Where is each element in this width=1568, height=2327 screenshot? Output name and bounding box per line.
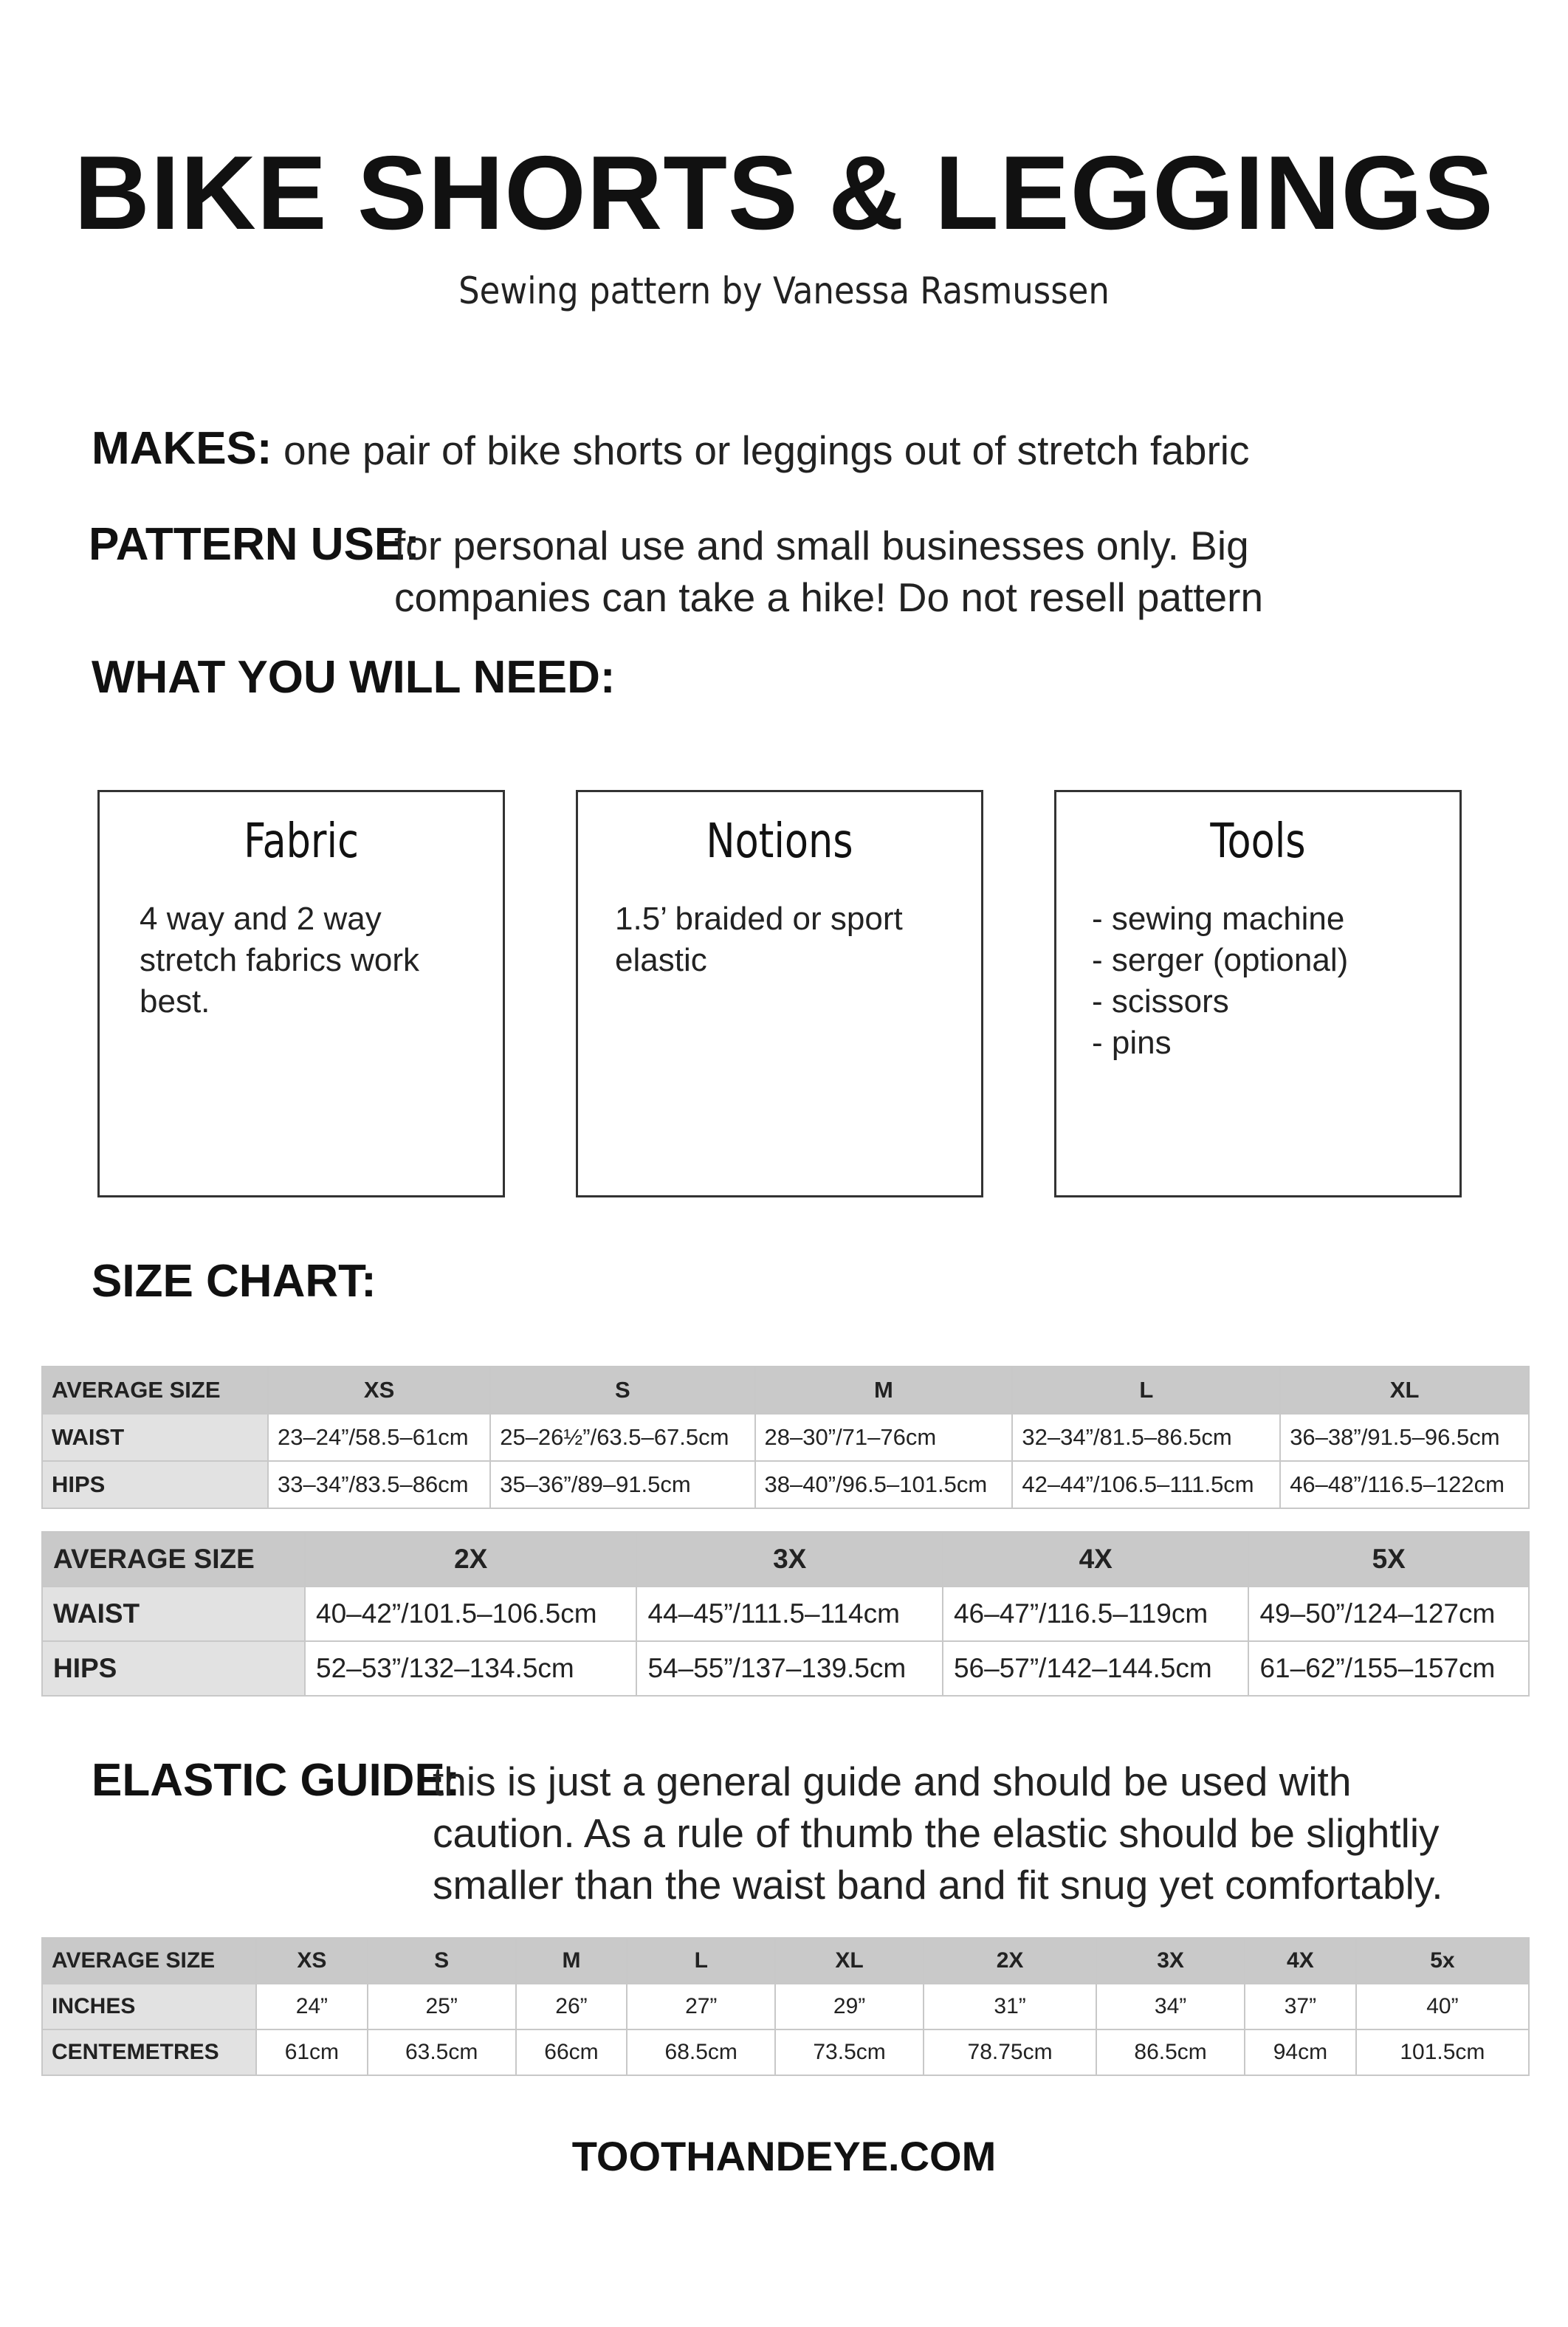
elastic-guide-line-1: this is just a general guide and should be used with (433, 1759, 1352, 1804)
size-table-1 (41, 1366, 1530, 1509)
table-header-row: AVERAGE SIZE XS S M L XL 2X 3X 4X 5x (42, 1938, 1529, 1984)
table-row: WAIST 40–42”/101.5–106.5cm 44–45”/111.5–114cm 46–47”/116.5–119cm 49–50”/124–127cm (42, 1587, 1529, 1641)
fabric-box (97, 790, 505, 1197)
elastic-guide-line-2: caution. As a rule of thumb the elastic should be slightliy (433, 1810, 1440, 1856)
notions-box-title: Notions (706, 814, 853, 869)
table-row: INCHES 24” 25” 26” 27” 29” 31” 34” 37” 40” (42, 1984, 1529, 2029)
elastic-guide-line-3: smaller than the waist band and fit snug yet comfortably. (433, 1862, 1443, 1908)
pattern-use-line-2: companies can take a hike! Do not resell pattern (394, 574, 1264, 620)
page-title: BIKE SHORTS & LEGGINGS (74, 134, 1494, 252)
footer-website: TOOTHANDEYE.COM (571, 2133, 997, 2179)
page-subtitle: Sewing pattern by Vanessa Rasmussen (458, 269, 1110, 312)
pattern-use-label: PATTERN USE: (89, 519, 420, 570)
fabric-box-title: Fabric (244, 814, 359, 869)
pattern-use-line-1: for personal use and small businesses only. Big (394, 523, 1249, 568)
table-header-row: AVERAGE SIZE XS S M L XL (42, 1367, 1529, 1414)
elastic-table (41, 1937, 1530, 2076)
list-item: - sewing machine (1092, 901, 1345, 937)
table-row: HIPS 52–53”/132–134.5cm 54–55”/137–139.5cm 56–57”/142–144.5cm 61–62”/155–157cm (42, 1641, 1529, 1696)
notions-box-text: 1.5’ braided or sport elastic (615, 901, 903, 978)
need-heading: WHAT YOU WILL NEED: (92, 652, 616, 703)
size-table-2 (41, 1531, 1530, 1697)
tools-box-title: Tools (1210, 814, 1306, 869)
table-row: CENTEMETRES 61cm 63.5cm 66cm 68.5cm 73.5cm 78.75cm 86.5cm 94cm 101.5cm (42, 2029, 1529, 2075)
list-item: - serger (optional) (1092, 942, 1349, 978)
tools-box-list (1092, 898, 1459, 1064)
makes-text: one pair of bike shorts or leggings out of stretch fabric (283, 427, 1250, 473)
makes-label: MAKES: (92, 423, 272, 474)
notions-box (576, 790, 983, 1197)
fabric-box-text: 4 way and 2 way stretch fabrics work best. (140, 901, 419, 1020)
list-item: - pins (1092, 1025, 1172, 1061)
table-row: WAIST 23–24”/58.5–61cm 25–26½”/63.5–67.5cm 28–30”/71–76cm 32–34”/81.5–86.5cm 36–38”/91.5–96.5cm (42, 1414, 1529, 1461)
table-header-row: AVERAGE SIZE 2X 3X 4X 5X (42, 1532, 1529, 1587)
list-item: - scissors (1092, 983, 1229, 1020)
size-chart-heading: SIZE CHART: (92, 1256, 376, 1307)
table-row: HIPS 33–34”/83.5–86cm 35–36”/89–91.5cm 38–40”/96.5–101.5cm 42–44”/106.5–111.5cm 46–48”/116.5–122cm (42, 1461, 1529, 1508)
elastic-guide-label: ELASTIC GUIDE: (92, 1755, 461, 1806)
tools-box (1054, 790, 1462, 1197)
